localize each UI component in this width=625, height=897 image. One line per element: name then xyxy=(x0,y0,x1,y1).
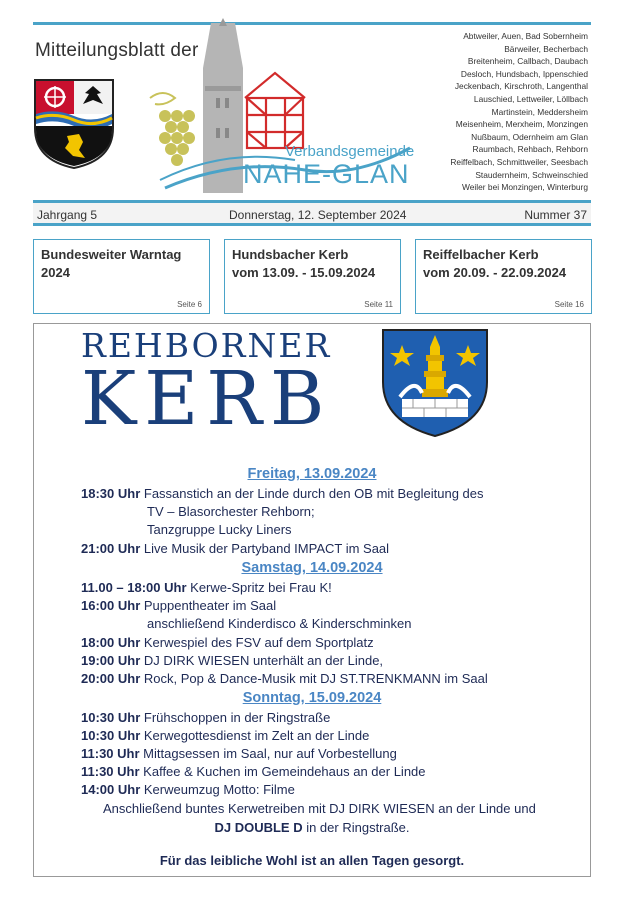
rehborn-coat-of-arms-icon xyxy=(380,327,490,439)
day-heading-friday: Freitag, 13.09.2024 xyxy=(247,466,377,482)
schedule-line: 21:00 Uhr Live Musik der Partyband IMPACT im Saal xyxy=(81,541,390,556)
schedule-line: 18:00 Uhr Kerwespiel des FSV auf dem Sportplatz xyxy=(81,635,374,650)
schedule-line: 14:00 Uhr Kerweumzug Motto: Filme xyxy=(81,782,295,797)
teaser-page: Seite 11 xyxy=(364,300,393,309)
event-footer-note: Für das leibliche Wohl ist an allen Tagen gesorgt. xyxy=(159,853,465,868)
schedule-continuation: TV – Blasorchester Rehborn; xyxy=(147,504,315,519)
schedule-continuation: anschließend Kinderdisco & Kinderschminken xyxy=(147,616,412,631)
logo-name: NAHE-GLAN xyxy=(243,159,410,189)
event-subtitle: REHBORNER xyxy=(81,326,332,365)
teaser-page: Seite 16 xyxy=(554,300,584,309)
member-villages-list: Abtweiler, Auen, Bad Sobernheim Bärweiler, Becherbach Breitenheim, Callbach, Daubach Desloch, Hundsbach, Ippenschied Jeckenbach, Kirschroth, Langenthal Lauschied, Lettweiler, Löllbach Martinstein, Meddersheim Meisenheim, Merxheim, Monzingen Nußbaum, Odernheim am Glan Raumbach, Rehbach, Rehborn Reiffelbach, Schmittweiler, Seesbach Staudernheim, Schweinschied Weiler bei Monzingen, Winterburg xyxy=(450,31,588,193)
schedule-line: 11:30 Uhr Kaffee & Kuchen im Gemeindehaus an der Linde xyxy=(81,764,426,779)
schedule-line: 20:00 Uhr Rock, Pop & Dance-Musik mit DJ ST.TRENKMANN im Saal xyxy=(81,671,488,686)
day-heading-sunday: Sonntag, 15.09.2024 xyxy=(242,690,382,706)
schedule-line: 10:30 Uhr Kerwegottesdienst im Zelt an der Linde xyxy=(81,728,370,743)
schedule-continuation: Anschließend buntes Kerwetreiben mit DJ DIRK WIESEN an der Linde und xyxy=(103,801,536,816)
schedule-line: 19:00 Uhr DJ DIRK WIESEN unterhält an der Linde, xyxy=(81,653,384,668)
teaser-box-warntag[interactable] xyxy=(33,239,210,314)
schedule-continuation: DJ DOUBLE D in der Ringstraße. xyxy=(214,820,410,835)
schedule-line: 11.00 – 18:00 Uhr Kerwe-Spritz bei Frau K! xyxy=(81,580,332,595)
teaser-title: Bundesweiter Warntag 2024 xyxy=(41,247,182,280)
logo-subtitle: Verbandsgemeinde xyxy=(285,143,415,160)
issue-number: Nummer 37 xyxy=(524,208,587,222)
masthead-title: Mitteilungsblatt der xyxy=(35,40,199,61)
issue-date: Donnerstag, 12. September 2024 xyxy=(229,208,407,222)
schedule-line: 18:30 Uhr Fassanstich an der Linde durch den OB mit Begleitung des xyxy=(81,486,484,501)
schedule-line: 16:00 Uhr Puppentheater im Saal xyxy=(81,598,277,613)
teaser-page: Seite 6 xyxy=(177,300,202,309)
issue-year: Jahrgang 5 xyxy=(37,208,98,222)
issue-info-bar xyxy=(33,200,591,226)
event-title: KERB xyxy=(81,356,333,442)
teaser-box-reiffelbach[interactable] xyxy=(415,239,592,314)
schedule-continuation: Tanzgruppe Lucky Liners xyxy=(147,522,292,537)
teaser-title: Hundsbacher Kerb vom 13.09. - 15.09.2024 xyxy=(232,247,376,280)
teaser-title: Reiffelbacher Kerb vom 20.09. - 22.09.2024 xyxy=(423,247,567,280)
day-heading-saturday: Samstag, 14.09.2024 xyxy=(241,560,383,576)
schedule-line: 10:30 Uhr Frühschoppen in der Ringstraße xyxy=(81,710,331,725)
teaser-box-hundsbach[interactable] xyxy=(224,239,401,314)
district-coat-of-arms-icon xyxy=(33,78,115,170)
schedule-line: 11:30 Uhr Mittagsessen im Saal, nur auf Vorbestellung xyxy=(81,746,397,761)
verbandsgemeinde-nahe-glan-logo xyxy=(145,18,420,193)
